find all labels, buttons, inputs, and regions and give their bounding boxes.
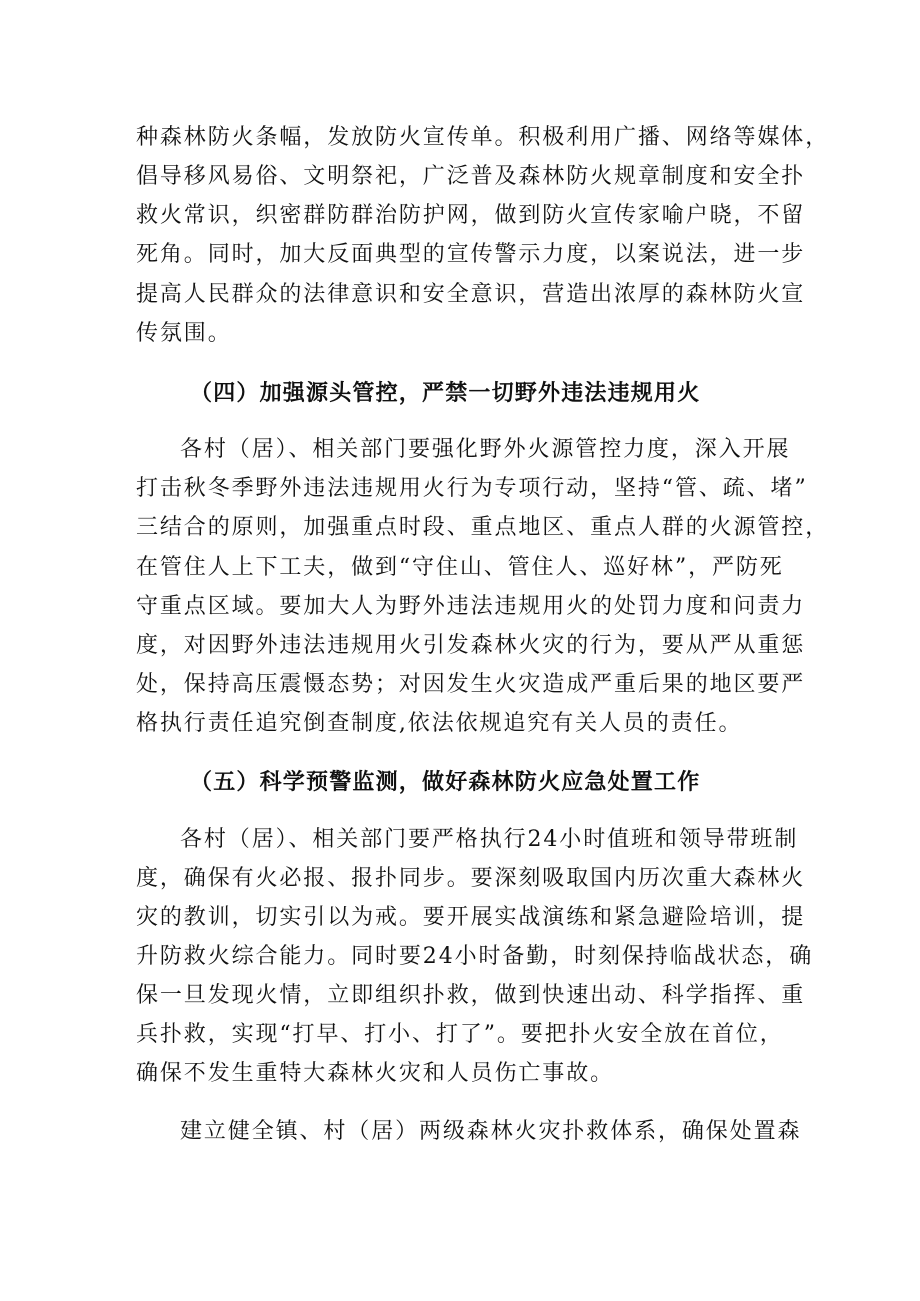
paragraph-line: 度，对因野外违法违规用火引发森林火灾的行为，要从严从重惩 bbox=[136, 633, 806, 658]
paragraph-line: 保一旦发现火情，立即组织扑救，做到快速出动、科学指挥、重 bbox=[136, 983, 806, 1008]
paragraph-line: 死角。同时，加大反面典型的宣传警示力度，以案说法，进一步 bbox=[136, 242, 806, 267]
paragraph-line: 各村（居）、相关部门要严格执行24小时值班和领导带班制 bbox=[180, 827, 799, 852]
paragraph-line: 各村（居）、相关部门要强化野外火源管控力度，深入开展 bbox=[180, 437, 791, 462]
paragraph-line: 度，确保有火必报、报扑同步。要深刻吸取国内历次重大森林火 bbox=[136, 866, 806, 891]
paragraph-line: 升防救火综合能力。同时要24小时备勤，时刻保持临战状态，确 bbox=[136, 944, 814, 969]
paragraph-line: 打击秋冬季野外违法违规用火行为专项行动，坚持“管、疏、堵” bbox=[136, 476, 808, 501]
paragraph-line: 提高人民群众的法律意识和安全意识，营造出浓厚的森林防火宣 bbox=[136, 282, 806, 307]
paragraph-line: 灾的教训，切实引以为戒。要开展实战演练和紧急避险培训，提 bbox=[136, 905, 806, 930]
paragraph-line: 种森林防火条幅，发放防火宣传单。积极利用广播、网络等媒体， bbox=[136, 125, 830, 150]
paragraph-line: 处，保持高压震慑态势；对因发生火灾造成严重后果的地区要严 bbox=[136, 672, 806, 697]
paragraph-line: 倡导移风易俗、文明祭祀，广泛普及森林防火规章制度和安全扑 bbox=[136, 164, 806, 189]
section-heading-5: （五）科学预警监测，做好森林防火应急处置工作 bbox=[190, 770, 701, 795]
section-heading-4: （四）加强源头管控，严禁一切野外违法违规用火 bbox=[190, 381, 701, 406]
paragraph-line: 救火常识，织密群防群治防护网，做到防火宣传家喻户晓，不留 bbox=[136, 203, 806, 228]
paragraph-line: 守重点区域。要加大人为野外违法违规用火的处罚力度和问责力 bbox=[136, 594, 806, 619]
paragraph-line: 三结合的原则，加强重点时段、重点地区、重点人群的火源管控， bbox=[136, 515, 830, 540]
paragraph-line: 格执行责任追究倒查制度,依法依规追究有关人员的责任。 bbox=[136, 711, 743, 736]
paragraph-line: 建立健全镇、村（居）两级森林火灾扑救体系，确保处置森 bbox=[180, 1119, 802, 1144]
paragraph-line: 在管住人上下工夫，做到“守住山、管住人、巡好林”，严防死 bbox=[136, 555, 784, 580]
paragraph-line: 确保不发生重特大森林火灾和人员伤亡事故。 bbox=[136, 1061, 615, 1086]
paragraph-line: 兵扑救，实现“打早、打小、打了”。要把扑火安全放在首位， bbox=[136, 1022, 784, 1047]
paragraph-line: 传氛围。 bbox=[136, 321, 232, 346]
